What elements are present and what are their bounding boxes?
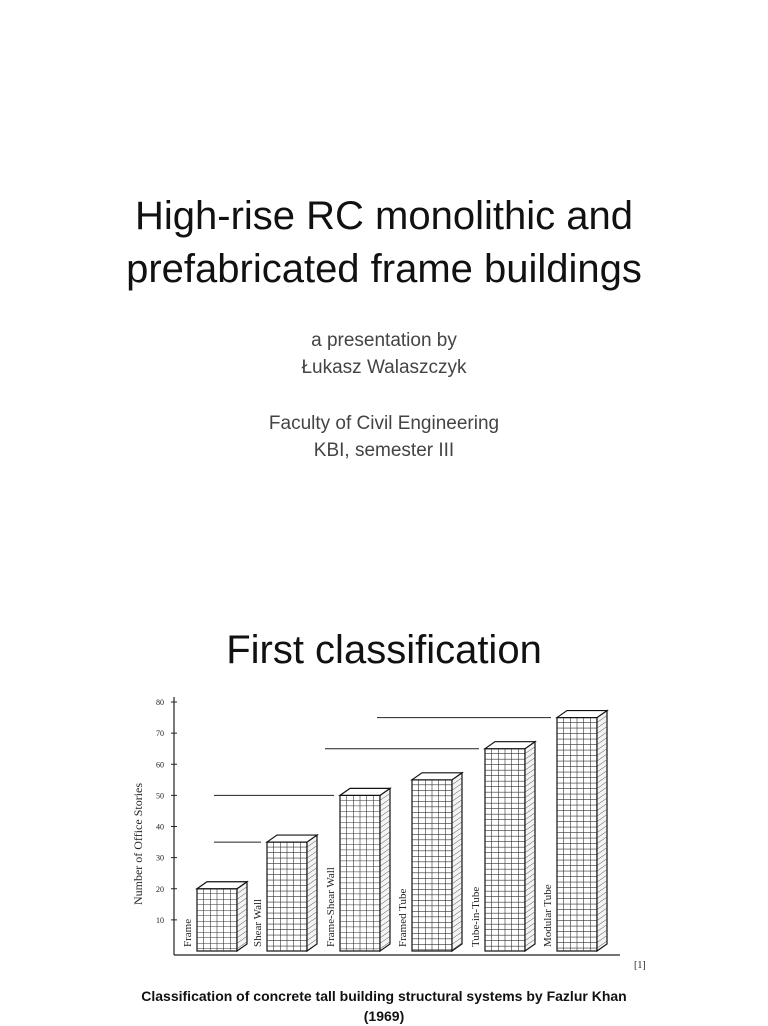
bar-side <box>237 882 247 951</box>
bar-top <box>485 742 535 749</box>
y-tick-label: 60 <box>156 760 164 770</box>
bar-top <box>267 835 317 842</box>
presenter-name: Łukasz Walaszczyk <box>301 357 467 378</box>
bar-top <box>340 788 390 795</box>
presentation-title <box>0 190 768 296</box>
y-tick-label: 10 <box>156 915 164 925</box>
category-label: Frame <box>182 918 194 947</box>
y-tick-label: 30 <box>156 853 164 863</box>
y-tick-label: 20 <box>156 884 164 894</box>
figure-caption <box>60 986 708 1026</box>
caption-line-1: Classification of concrete tall building structural systems by Fazlur Khan <box>141 988 627 1004</box>
classification-slide <box>0 512 768 1024</box>
caption-line-2: (1969) <box>363 1008 405 1024</box>
faculty-name: Faculty of Civil Engineering <box>268 413 500 434</box>
category-label: Tube-in-Tube <box>470 886 482 947</box>
y-axis-label: Number of Office Stories <box>131 782 145 906</box>
category-label: Framed Tube <box>397 888 409 947</box>
y-tick-label: 50 <box>156 791 164 801</box>
bar-top <box>412 773 462 780</box>
category-label: Shear Wall <box>252 898 264 947</box>
y-tick-label: 70 <box>156 729 164 739</box>
y-tick-label: 40 <box>156 822 164 832</box>
classification-chart <box>120 687 660 977</box>
title-slide <box>0 0 768 512</box>
presenter-label: a presentation by <box>311 330 457 351</box>
category-label: Frame-Shear Wall <box>325 867 337 947</box>
y-tick-label: 80 <box>156 698 164 707</box>
faculty-block <box>0 410 768 464</box>
slide-title: First classification <box>226 628 542 672</box>
title-line-2: prefabricated frame buildings <box>126 247 642 291</box>
reference-label: [1] <box>634 960 646 971</box>
presenter-block <box>0 327 768 381</box>
bar-top <box>197 882 247 889</box>
course-info: KBI, semester III <box>313 440 455 461</box>
bar-top <box>557 711 607 718</box>
title-line-1: High-rise RC monolithic and <box>135 194 633 238</box>
category-label: Modular Tube <box>542 884 554 947</box>
